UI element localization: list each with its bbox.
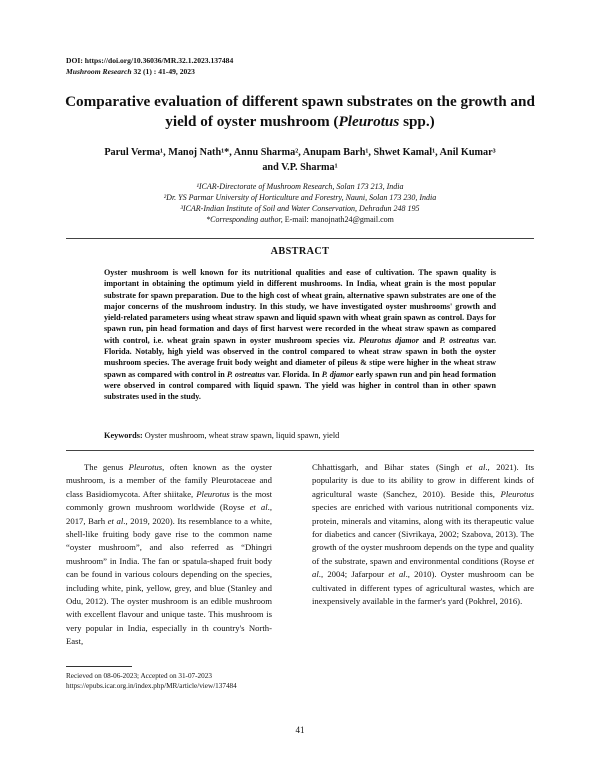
page-number: 41 — [295, 725, 305, 735]
intro-paragraph-left — [66, 461, 272, 649]
body-right-run: et al — [465, 462, 486, 472]
corresponding-email[interactable]: E-mail: manojnath24@gmail.com — [284, 215, 394, 224]
affiliation-1: ¹ICAR-Directorate of Mushroom Research, Solan 173 213, India — [196, 182, 404, 191]
body-right-run: et al — [312, 555, 534, 580]
journal-volume: 32 (1) : 41-49, 2023 — [133, 67, 195, 76]
journal-name: Mushroom Research — [66, 67, 132, 76]
corresponding-author — [76, 214, 524, 225]
journal-citation — [66, 66, 233, 77]
title-line-2-post: spp.) — [399, 113, 435, 130]
corresponding-label: *Corresponding author, — [206, 215, 283, 224]
abstract-species-4: P. djamor — [321, 369, 354, 379]
body-right-run: species are enriched with various nutritional components viz. protein, minerals and vitamins, along with its therapeutic value for diabetics and cancer (Sivrikaya, 2002; Szabova, 2013). The growth of the oyster mushroom depends on the type and quality of the substrate, spawn and environmental conditions (Royse — [312, 502, 534, 566]
keywords-text: Oyster mushroom, wheat straw spawn, liquid spawn, yield — [142, 431, 340, 440]
body-left-run: et al — [107, 515, 124, 526]
doi-line[interactable]: DOI: https://doi.org/10.36036/MR.32.1.2023.137484 — [66, 56, 234, 65]
abstract-species-2: P. ostreatus — [439, 335, 480, 345]
body-left-run: is the most commonly grown mushroom worldwide (Royse — [66, 488, 272, 513]
title-line-2 — [60, 112, 540, 132]
abstract-text-1: Oyster mushroom is well known for its nutritional qualities and ease of cultivation. The spawn quality is important in obtaining the optimum yield in different mushrooms. In India, wheat grain is the most popular substrate for spawn preparation. Due to the high cost of wheat grain, alternative spawn substrates are one of the major concerns of the mushroom industry. In this study, we have investigated oyster mushrooms' growth and yield-related parameters using wheat straw spawn and liquid spawn with wheat grain spawn as control. Days for spawn run, pin head formation and days of first harvest were recorded in the wheat straw spawn as compared with control, i.e. wheat grain spawn in oyster mushroom species viz. — [104, 268, 496, 345]
body-right-run: Chhattisgarh, and Bihar states (Singh — [312, 462, 466, 472]
abstract-text-4: var. Florida. In — [265, 369, 322, 379]
article-url[interactable]: https://epubs.icar.org.in/index.php/MR/article/view/137484 — [66, 682, 237, 690]
footnote-rule — [66, 666, 132, 667]
body-right-run: Pleurotus — [500, 488, 534, 499]
author-list — [76, 145, 524, 175]
affiliation-2: ²Dr. YS Parmar University of Horticulture and Forestry, Nauni, Solan 173 230, India — [163, 193, 437, 202]
body-right-run: et al — [388, 569, 406, 580]
abstract-text-2: and — [418, 335, 440, 345]
body-column-left — [66, 461, 272, 649]
journal-header — [66, 55, 233, 77]
body-left-run: ., 2019, 2020). Its resemblance to a white, shell-like fruiting body gave rise to the common name “oyster mushroom”, and also referred as “Dhingri mushroom” in India. The fan or spatula-shaped fruit body can be found in various colours depending on the species, including white, pink, yellow, grey, and blue (Stanley and Odu, 2012). The oyster mushroom is an edible mushroom with excellent flavour and unique taste. This mushroom is very popular in India, especially in th country's North-East, — [66, 515, 272, 647]
title-line-1: Comparative evaluation of different spawn substrates on the growth and — [65, 93, 535, 110]
authors-line-1: Parul Verma¹, Manoj Nath¹*, Annu Sharma², Anupam Barh¹, Shwet Kamal¹, Anil Kumar³ — [104, 147, 496, 158]
abstract-heading: ABSTRACT — [270, 246, 330, 257]
body-right-run: ., 2021). Its popularity is due to its ability to grow in different kinds of agricultural waste (Sanchez, 2010). Beside this, — [312, 462, 534, 499]
intro-paragraph-right — [312, 461, 534, 608]
title-genus: Pleurotus — [338, 113, 400, 130]
affiliations — [76, 181, 524, 225]
authors-line-2: and V.P. Sharma¹ — [262, 162, 338, 173]
affiliation-3: ³ICAR-Indian Institute of Soil and Water Conservation, Dehradun 248 195 — [180, 204, 420, 213]
keywords-label: Keywords: — [104, 431, 143, 440]
abstract-species-3: P. ostreatus — [226, 369, 266, 379]
received-dates: Recieved on 08-06-2023; Accepted on 31-07-2023 — [66, 672, 212, 680]
body-column-right — [312, 461, 534, 608]
keywords — [104, 431, 496, 440]
abstract-text-3: var. Florida. Notably, high yield was observed in the control compared to wheat straw spawn in both the oyster mushroom species. The average fruit body weight and diameter of pileus & stipe were higher in the wheat straw spawn as compared with control in — [104, 335, 496, 379]
abstract-text-5: early spawn run and pin head formation were observed in control compared with liquid spawn. The yield was higher in control than in other spawn substrates used in the study. — [104, 369, 496, 402]
body-left-run: Pleurotus — [196, 488, 230, 499]
body-left-run: Pleurotus — [128, 462, 163, 472]
paper-title — [60, 92, 540, 132]
abstract-bottom-rule — [66, 450, 534, 451]
title-line-2-pre: yield of oyster mushroom ( — [165, 113, 339, 130]
abstract-body — [104, 267, 496, 403]
footnote — [66, 671, 237, 691]
abstract-species-1: Pleurotus djamor — [358, 335, 419, 345]
body-left-run: ., 2017, Barh — [66, 502, 272, 526]
body-left-run: , often known as the oyster mushroom, is a member of the family Pleurotaceae and class Basidiomycota. After shiitake, — [66, 462, 272, 499]
body-right-run: ., 2010). Oyster mushroom can be cultivated in different types of agricultural wastes, which are inexpensively available in the farmer's yard (Pokhrel, 2016). — [312, 569, 535, 607]
body-right-run: ., 2004; Jafarpour — [318, 569, 389, 580]
body-left-run: et al — [249, 502, 268, 513]
abstract-top-rule — [66, 238, 534, 239]
body-left-run: The genus — [84, 462, 129, 472]
